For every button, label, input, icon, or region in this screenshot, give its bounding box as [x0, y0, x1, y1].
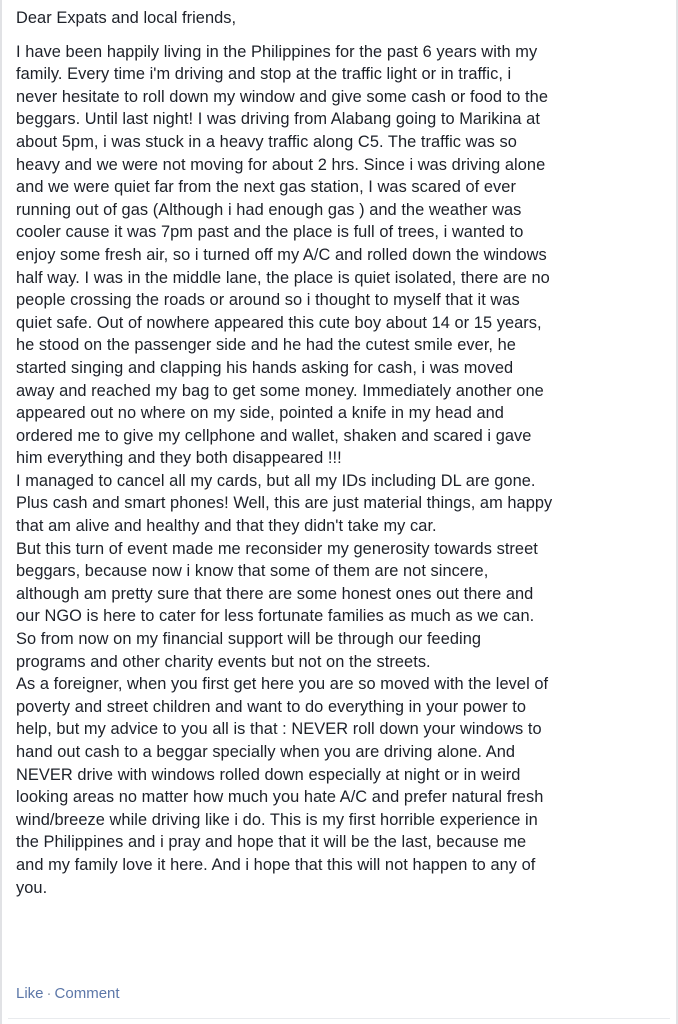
post-text-line: beggars. Until last night! I was driving from Alabang going to Marikina at: [16, 110, 540, 129]
post-text-line: ordered me to give my cellphone and wallet, shaken and scared i gave: [16, 426, 532, 445]
action-separator: ·: [46, 985, 52, 1002]
post-text-line: So from now on my financial support will be through our feeding: [16, 630, 482, 649]
post-text-line: our NGO is here to cater for less fortunate families as much as we can.: [16, 607, 535, 626]
post-text-line: poverty and street children and want to do everything in your power to: [16, 697, 527, 716]
post-text-line: NEVER drive with windows rolled down especially at night or in weird: [16, 765, 521, 784]
post-text-line: As a foreigner, when you first get here you are so moved with the level of: [16, 675, 549, 694]
post-text-line: But this turn of event made me reconsider my generosity towards street: [16, 539, 538, 558]
post-text-line: wind/breeze while driving like i do. This is my first horrible experience in: [16, 810, 538, 829]
post-text-line: I managed to cancel all my cards, but all my IDs including DL are gone.: [16, 471, 536, 490]
post-text-line: never hesitate to roll down my window and give some cash or food to the: [16, 87, 548, 106]
post-text-line: and my family love it here. And i hope that this will not happen to any of: [16, 855, 536, 874]
post-text-line: beggars, because now i know that some of them are not sincere,: [16, 562, 489, 581]
comment-link[interactable]: Comment: [54, 985, 120, 1002]
post-greeting: Dear Expats and local friends,: [16, 9, 237, 27]
post-text-line: heavy and we were not moving for about 2 hrs. Since i was driving alone: [16, 155, 546, 174]
post-text-line: help, but my advice to you all is that : NEVER roll down your windows to: [16, 720, 542, 739]
post-text-line: half way. I was in the middle lane, the place is quiet isolated, there are no: [16, 268, 550, 287]
post-text-line: looking areas no matter how much you hate A/C and prefer natural fresh: [16, 788, 544, 807]
post-text-line: Plus cash and smart phones! Well, this are just material things, am happy: [16, 494, 553, 513]
post-text-line: I have been happily living in the Philippines for the past 6 years with my: [16, 42, 538, 61]
post-text-line: started singing and clapping his hands asking for cash, i was moved: [16, 358, 514, 377]
post-text-line: and we were quiet far from the next gas station, I was scared of ever: [16, 178, 516, 197]
post-text-line: enjoy some fresh air, so i turned off my A/C and rolled down the windows: [16, 245, 547, 264]
post-text-line: family. Every time i'm driving and stop at the traffic light or in traffic, i: [16, 65, 512, 84]
post-text: [16, 41, 668, 900]
post-text-line: quiet safe. Out of nowhere appeared this cute boy about 14 or 15 years,: [16, 313, 542, 332]
post-text-line: although am pretty sure that there are some honest ones out there and: [16, 584, 534, 603]
post-text-line: about 5pm, i was stuck in a heavy traffic along C5. The traffic was so: [16, 132, 517, 151]
post-text-line: the Philippines and i pray and hope that it will be the last, because me: [16, 833, 527, 852]
post-body: [16, 7, 668, 899]
like-link[interactable]: Like: [16, 985, 44, 1002]
post-text-line: he stood on the passenger side and he had the cutest smile ever, he: [16, 336, 516, 355]
post-text-line: programs and other charity events but not on the streets.: [16, 652, 431, 671]
post-text-line: hand out cash to a beggar specially when you are driving alone. And: [16, 743, 516, 761]
post-text-line: cooler cause it was 7pm past and the place is full of trees, i wanted to: [16, 223, 524, 242]
post-text-line: running out of gas (Although i had enough gas ) and the weather was: [16, 200, 522, 219]
post-divider: [8, 1018, 670, 1019]
post-text-line: you.: [16, 878, 48, 897]
post-text-line: people crossing the roads or around so i thought to myself that it was: [16, 291, 520, 310]
post-text-line: him everything and they both disappeared !!!: [16, 449, 342, 468]
post-actions: [16, 984, 120, 1004]
post-text-line: away and reached my bag to get some money. Immediately another one: [16, 381, 544, 400]
post-text-line: appeared out no where on my side, pointed a knife in my head and: [16, 404, 504, 423]
post-text-line: that am alive and healthy and that they didn't take my car.: [16, 517, 437, 536]
